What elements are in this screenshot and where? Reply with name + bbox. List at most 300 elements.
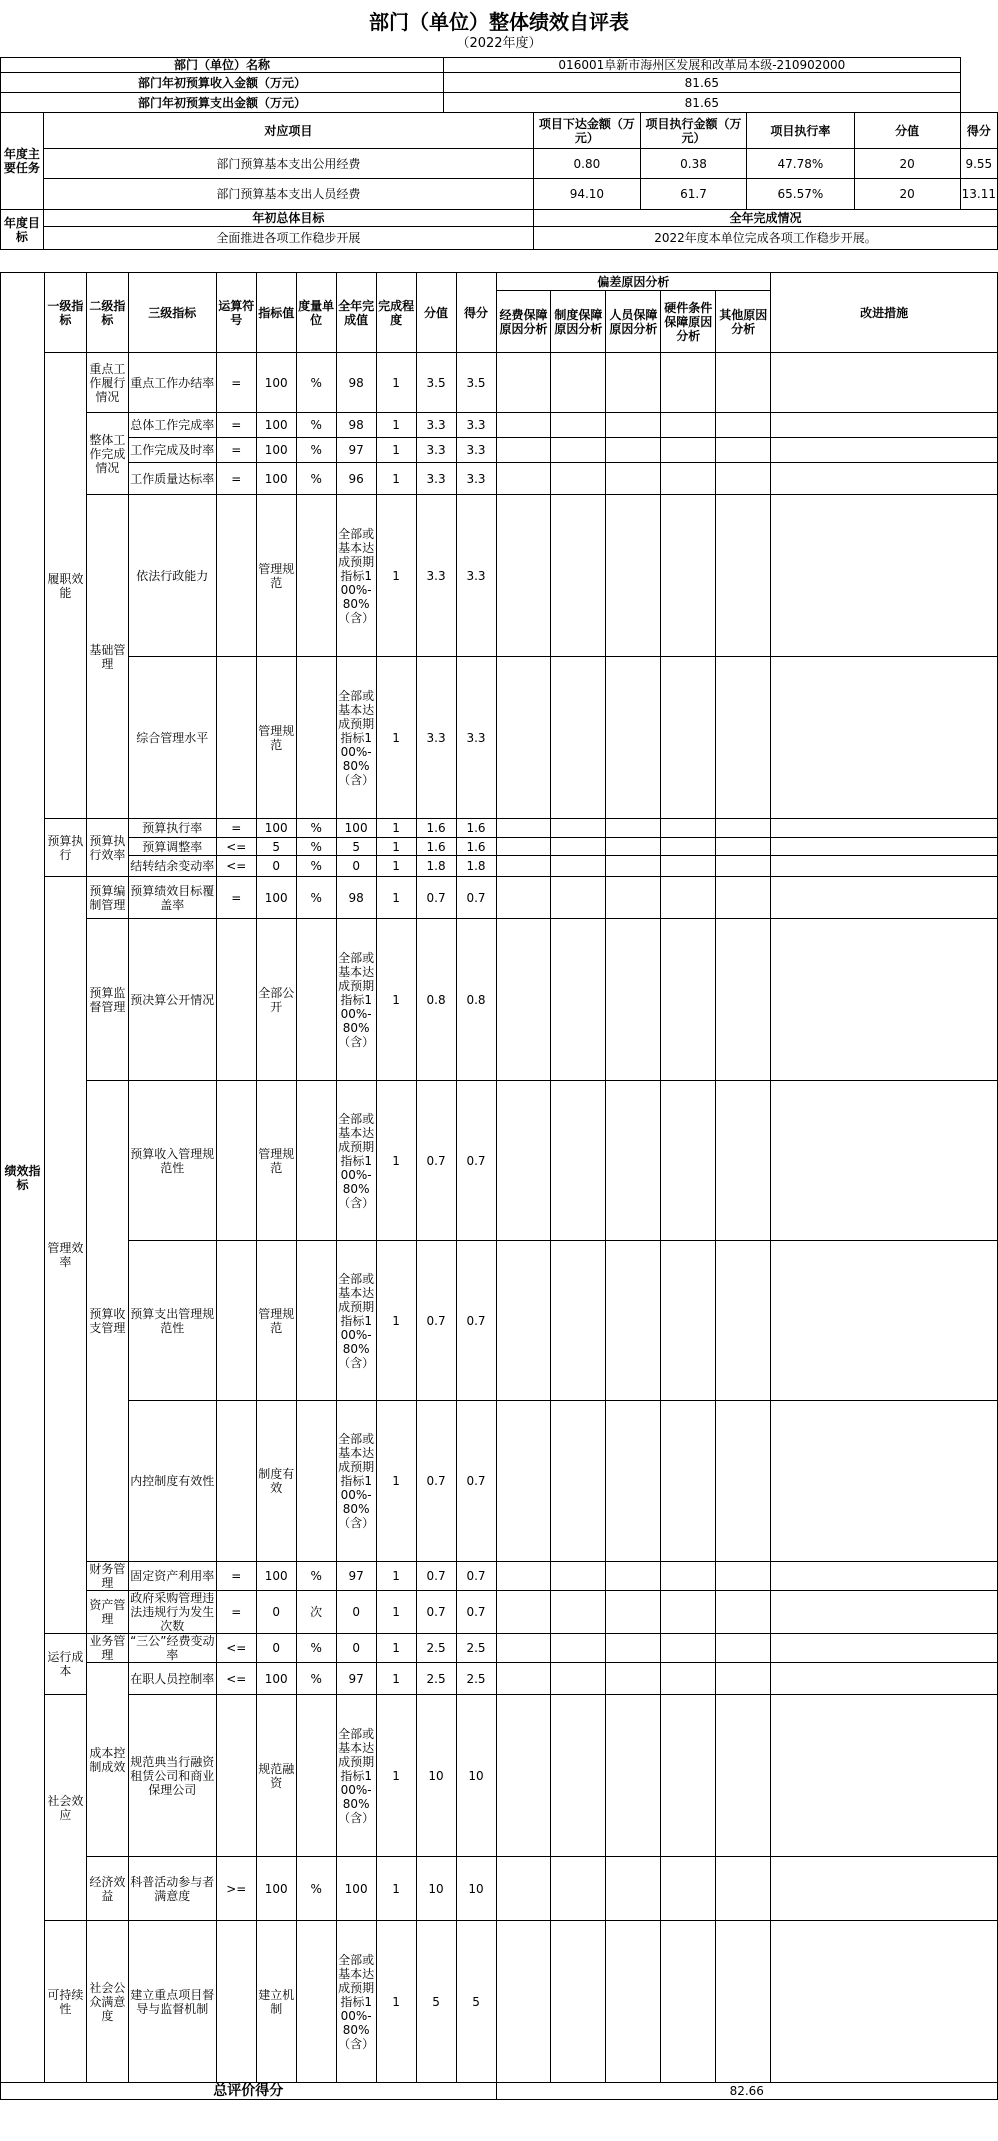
indicator-score: 1.6	[456, 819, 496, 838]
indicator-degree: 1	[376, 1921, 416, 2083]
expense-value: 81.65	[444, 93, 961, 113]
indicator-deviation-4	[661, 413, 716, 438]
expense-row	[1, 93, 998, 113]
indicator-deviation-2	[551, 438, 606, 463]
indicator-unit: 次	[296, 1591, 336, 1634]
indicator-l2: 基础管理	[86, 495, 128, 819]
indicator-degree: 1	[376, 856, 416, 877]
indicator-l2: 预算监督管理	[86, 919, 128, 1081]
indicator-unit	[296, 1921, 336, 2083]
indicator-degree: 1	[376, 919, 416, 1081]
indicator-value: 0.7	[416, 1562, 456, 1591]
indicator-operator: <=	[216, 1663, 256, 1695]
indicator-target: 制度有效	[256, 1401, 296, 1562]
indicator-l3: 重点工作办结率	[128, 353, 216, 413]
indicator-measures	[771, 1857, 998, 1921]
indicator-deviation-4	[661, 1401, 716, 1562]
indicator-row	[1, 919, 998, 1081]
task-row	[1, 149, 998, 179]
indicator-deviation-1	[496, 1591, 551, 1634]
indicator-deviation-1	[496, 353, 551, 413]
indicator-deviation-1	[496, 856, 551, 877]
indicator-actual: 0	[336, 856, 376, 877]
indicator-deviation-3	[606, 1663, 661, 1695]
tasks-section-label: 年度主要任务	[1, 113, 44, 210]
indicator-deviation-3	[606, 438, 661, 463]
indicator-operator	[216, 1921, 256, 2083]
indicator-deviation-1	[496, 1081, 551, 1241]
indicator-deviation-1	[496, 838, 551, 856]
indicator-degree: 1	[376, 1663, 416, 1695]
indicator-target: 100	[256, 1857, 296, 1921]
indicator-measures	[771, 877, 998, 919]
header-measures: 改进措施	[771, 273, 998, 353]
tasks-header-rate: 项目执行率	[747, 113, 854, 149]
indicator-row	[1, 353, 998, 413]
indicator-degree: 1	[376, 657, 416, 819]
indicator-deviation-1	[496, 1663, 551, 1695]
task-value: 20	[854, 179, 960, 210]
indicator-score: 1.8	[456, 856, 496, 877]
indicator-degree: 1	[376, 413, 416, 438]
indicator-measures	[771, 1591, 998, 1634]
indicator-score: 1.6	[456, 838, 496, 856]
indicator-deviation-5	[716, 438, 771, 463]
indicator-deviation-1	[496, 657, 551, 819]
task-rate: 47.78%	[747, 149, 854, 179]
indicator-value: 3.3	[416, 495, 456, 657]
indicator-deviation-4	[661, 819, 716, 838]
indicator-value: 3.3	[416, 413, 456, 438]
page-subtitle: （2022年度）	[456, 36, 542, 51]
indicator-deviation-4	[661, 1591, 716, 1634]
header-value: 分值	[416, 273, 456, 353]
indicator-score: 3.5	[456, 353, 496, 413]
indicator-measures	[771, 413, 998, 438]
indicator-row	[1, 1857, 998, 1921]
indicator-score: 0.7	[456, 1401, 496, 1562]
indicator-deviation-1	[496, 495, 551, 657]
indicator-degree: 1	[376, 819, 416, 838]
indicator-unit	[296, 1241, 336, 1401]
goals-initial: 全面推进各项工作稳步开展	[43, 227, 533, 250]
indicator-deviation-4	[661, 1562, 716, 1591]
indicator-deviation-5	[716, 353, 771, 413]
indicator-deviation-5	[716, 1401, 771, 1562]
indicator-degree: 1	[376, 1634, 416, 1663]
indicator-l3: 在职人员控制率	[128, 1663, 216, 1695]
indicator-score: 0.7	[456, 877, 496, 919]
indicator-deviation-5	[716, 919, 771, 1081]
indicator-deviation-3	[606, 413, 661, 438]
indicator-operator: >=	[216, 1857, 256, 1921]
indicator-score: 2.5	[456, 1634, 496, 1663]
indicator-l2: 成本控制成效	[86, 1663, 128, 1857]
indicator-row	[1, 838, 998, 856]
header-l3: 三级指标	[128, 273, 216, 353]
indicator-deviation-3	[606, 1921, 661, 2083]
task-issued: 0.80	[533, 149, 640, 179]
indicator-unit: %	[296, 463, 336, 495]
indicator-l3: 依法行政能力	[128, 495, 216, 657]
indicator-deviation-5	[716, 856, 771, 877]
indicator-measures	[771, 1562, 998, 1591]
indicator-deviation-5	[716, 1241, 771, 1401]
expense-label: 部门年初预算支出金额（万元）	[1, 93, 444, 113]
indicator-l2: 资产管理	[86, 1591, 128, 1634]
indicator-l2: 重点工作履行情况	[86, 353, 128, 413]
indicator-operator: <=	[216, 1634, 256, 1663]
indicator-table	[0, 272, 998, 2100]
indicator-measures	[771, 838, 998, 856]
indicator-deviation-5	[716, 1081, 771, 1241]
task-score: 9.55	[960, 149, 997, 179]
unit-name-row	[1, 58, 998, 73]
indicator-deviation-5	[716, 1591, 771, 1634]
indicator-deviation-2	[551, 1562, 606, 1591]
indicator-deviation-3	[606, 1401, 661, 1562]
indicator-row	[1, 877, 998, 919]
indicator-operator	[216, 1241, 256, 1401]
indicator-score: 2.5	[456, 1663, 496, 1695]
indicator-operator	[216, 495, 256, 657]
indicator-l3: 预算支出管理规范性	[128, 1241, 216, 1401]
header-deviation-1: 经费保障原因分析	[496, 291, 551, 353]
indicator-row	[1, 1921, 998, 2083]
indicator-operator: =	[216, 819, 256, 838]
indicator-l3: 预决算公开情况	[128, 919, 216, 1081]
indicator-row	[1, 657, 998, 819]
indicator-deviation-4	[661, 1081, 716, 1241]
indicator-row	[1, 1663, 998, 1695]
indicator-deviation-2	[551, 877, 606, 919]
indicator-deviation-4	[661, 1663, 716, 1695]
indicator-l1: 社会效应	[44, 1695, 86, 1921]
indicator-target: 建立机制	[256, 1921, 296, 2083]
indicator-measures	[771, 353, 998, 413]
goals-section-label: 年度目标	[1, 210, 44, 250]
task-issued: 94.10	[533, 179, 640, 210]
indicator-deviation-2	[551, 495, 606, 657]
task-item: 部门预算基本支出人员经费	[43, 179, 533, 210]
indicator-deviation-2	[551, 838, 606, 856]
indicator-actual: 96	[336, 463, 376, 495]
total-label: 总评价得分	[1, 2083, 497, 2100]
indicator-value: 2.5	[416, 1634, 456, 1663]
indicator-actual: 0	[336, 1634, 376, 1663]
indicator-target: 5	[256, 838, 296, 856]
indicator-measures	[771, 1081, 998, 1241]
indicator-target: 100	[256, 819, 296, 838]
indicator-deviation-4	[661, 1921, 716, 2083]
income-value: 81.65	[444, 73, 961, 93]
indicator-deviation-1	[496, 1241, 551, 1401]
indicator-measures	[771, 819, 998, 838]
indicator-target: 0	[256, 1634, 296, 1663]
tasks-header-executed: 项目执行金额（万元）	[640, 113, 746, 149]
indicator-unit: %	[296, 819, 336, 838]
indicator-actual: 5	[336, 838, 376, 856]
indicator-degree: 1	[376, 838, 416, 856]
indicator-actual: 全部或基本达成预期指标100%-80%（含）	[336, 1921, 376, 2083]
indicator-unit: %	[296, 856, 336, 877]
indicator-score: 3.3	[456, 438, 496, 463]
indicator-degree: 1	[376, 877, 416, 919]
indicator-value: 5	[416, 1921, 456, 2083]
task-executed: 0.38	[640, 149, 746, 179]
indicator-deviation-4	[661, 1695, 716, 1857]
indicator-degree: 1	[376, 1591, 416, 1634]
indicator-operator: =	[216, 438, 256, 463]
indicator-deviation-3	[606, 1562, 661, 1591]
indicator-deviation-3	[606, 819, 661, 838]
indicators-section-label: 绩效指标	[1, 273, 45, 2083]
indicator-measures	[771, 1634, 998, 1663]
indicator-deviation-2	[551, 1857, 606, 1921]
indicator-actual: 97	[336, 438, 376, 463]
indicator-actual: 97	[336, 1562, 376, 1591]
indicator-value: 1.8	[416, 856, 456, 877]
indicator-l3: 工作完成及时率	[128, 438, 216, 463]
indicator-l3: 预算调整率	[128, 838, 216, 856]
tasks-header-issued: 项目下达金额（万元）	[533, 113, 640, 149]
header-unit: 度量单位	[296, 273, 336, 353]
header-deviation-3: 人员保障原因分析	[606, 291, 661, 353]
indicator-score: 5	[456, 1921, 496, 2083]
indicator-measures	[771, 438, 998, 463]
indicator-degree: 1	[376, 353, 416, 413]
indicator-deviation-5	[716, 657, 771, 819]
indicator-deviation-4	[661, 877, 716, 919]
indicator-target: 全部公开	[256, 919, 296, 1081]
indicator-target: 100	[256, 353, 296, 413]
indicator-actual: 全部或基本达成预期指标100%-80%（含）	[336, 495, 376, 657]
header-deviation-2: 制度保障原因分析	[551, 291, 606, 353]
header-deviation-5: 其他原因分析	[716, 291, 771, 353]
indicator-deviation-2	[551, 1663, 606, 1695]
indicator-actual: 全部或基本达成预期指标100%-80%（含）	[336, 657, 376, 819]
indicator-deviation-5	[716, 495, 771, 657]
indicator-l3: 工作质量达标率	[128, 463, 216, 495]
indicator-deviation-5	[716, 877, 771, 919]
indicator-row	[1, 819, 998, 838]
indicator-deviation-5	[716, 819, 771, 838]
indicator-deviation-2	[551, 1241, 606, 1401]
indicator-target: 100	[256, 1663, 296, 1695]
indicator-target: 管理规范	[256, 495, 296, 657]
indicator-actual: 100	[336, 819, 376, 838]
indicator-value: 0.7	[416, 1401, 456, 1562]
header-target: 指标值	[256, 273, 296, 353]
indicator-deviation-1	[496, 1857, 551, 1921]
indicator-degree: 1	[376, 495, 416, 657]
indicator-value: 0.7	[416, 1081, 456, 1241]
tasks-header-value: 分值	[854, 113, 960, 149]
indicator-unit: %	[296, 1562, 336, 1591]
indicator-deviation-4	[661, 1634, 716, 1663]
indicator-value: 0.7	[416, 877, 456, 919]
indicator-row	[1, 1401, 998, 1562]
indicator-l1: 可持续性	[44, 1921, 86, 2083]
indicator-value: 3.3	[416, 438, 456, 463]
indicator-deviation-3	[606, 1591, 661, 1634]
indicator-deviation-3	[606, 1241, 661, 1401]
indicator-target: 0	[256, 1591, 296, 1634]
indicator-deviation-4	[661, 919, 716, 1081]
indicator-deviation-1	[496, 1562, 551, 1591]
task-rate: 65.57%	[747, 179, 854, 210]
indicator-operator	[216, 1081, 256, 1241]
indicator-unit	[296, 1081, 336, 1241]
indicator-value: 10	[416, 1857, 456, 1921]
indicator-operator: =	[216, 353, 256, 413]
tasks-header-row	[1, 113, 998, 149]
indicator-operator: =	[216, 413, 256, 438]
indicator-deviation-2	[551, 463, 606, 495]
indicator-measures	[771, 1663, 998, 1695]
indicator-deviation-2	[551, 919, 606, 1081]
goals-header-row	[1, 210, 998, 227]
indicator-deviation-2	[551, 1401, 606, 1562]
indicator-value: 0.7	[416, 1241, 456, 1401]
indicator-deviation-2	[551, 1921, 606, 2083]
indicator-measures	[771, 1241, 998, 1401]
indicator-deviation-3	[606, 353, 661, 413]
indicator-deviation-3	[606, 838, 661, 856]
indicator-deviation-3	[606, 1081, 661, 1241]
indicator-operator: <=	[216, 856, 256, 877]
indicator-l1: 管理效率	[44, 877, 86, 1634]
indicator-row	[1, 1591, 998, 1634]
indicator-degree: 1	[376, 1562, 416, 1591]
indicator-degree: 1	[376, 1241, 416, 1401]
indicator-deviation-4	[661, 463, 716, 495]
indicator-actual: 98	[336, 413, 376, 438]
indicator-target: 100	[256, 1562, 296, 1591]
indicator-score: 0.7	[456, 1562, 496, 1591]
indicator-operator: =	[216, 463, 256, 495]
indicator-actual: 100	[336, 1857, 376, 1921]
indicator-deviation-4	[661, 856, 716, 877]
indicator-target: 0	[256, 856, 296, 877]
indicator-deviation-5	[716, 1663, 771, 1695]
indicator-degree: 1	[376, 1857, 416, 1921]
income-label: 部门年初预算收入金额（万元）	[1, 73, 444, 93]
indicator-l3: 预算绩效目标覆盖率	[128, 877, 216, 919]
indicator-l2: 预算执行效率	[86, 819, 128, 877]
indicator-value: 1.6	[416, 819, 456, 838]
indicator-unit: %	[296, 838, 336, 856]
indicator-deviation-5	[716, 1562, 771, 1591]
indicator-deviation-4	[661, 438, 716, 463]
indicator-actual: 全部或基本达成预期指标100%-80%（含）	[336, 1081, 376, 1241]
indicator-l1: 预算执行	[44, 819, 86, 877]
header-score: 得分	[456, 273, 496, 353]
indicator-l3: 规范典当行融资租赁公司和商业保理公司	[128, 1695, 216, 1857]
indicator-deviation-2	[551, 657, 606, 819]
indicator-actual: 98	[336, 877, 376, 919]
tasks-header-item: 对应项目	[43, 113, 533, 149]
indicator-deviation-2	[551, 1591, 606, 1634]
indicator-actual: 0	[336, 1591, 376, 1634]
indicator-measures	[771, 1401, 998, 1562]
indicator-deviation-3	[606, 657, 661, 819]
indicator-l1: 履职效能	[44, 353, 86, 819]
indicator-l2: 社会公众满意度	[86, 1921, 128, 2083]
indicator-value: 0.8	[416, 919, 456, 1081]
indicator-measures	[771, 1921, 998, 2083]
indicator-unit	[296, 1401, 336, 1562]
indicator-row	[1, 1081, 998, 1241]
indicator-operator	[216, 657, 256, 819]
indicator-target: 100	[256, 463, 296, 495]
indicator-deviation-5	[716, 1634, 771, 1663]
indicator-deviation-2	[551, 856, 606, 877]
indicator-deviation-1	[496, 1634, 551, 1663]
indicator-l3: 结转结余变动率	[128, 856, 216, 877]
indicator-l3: 总体工作完成率	[128, 413, 216, 438]
indicator-measures	[771, 657, 998, 819]
indicator-score: 10	[456, 1857, 496, 1921]
indicator-actual: 97	[336, 1663, 376, 1695]
indicator-row	[1, 463, 998, 495]
indicator-l3: 综合管理水平	[128, 657, 216, 819]
goals-header-initial: 年初总体目标	[43, 210, 533, 227]
total-value: 82.66	[496, 2083, 997, 2100]
indicator-target: 管理规范	[256, 1081, 296, 1241]
indicator-row	[1, 1241, 998, 1401]
indicator-deviation-2	[551, 413, 606, 438]
header-l1: 一级指标	[44, 273, 86, 353]
goals-row	[1, 227, 998, 250]
indicator-row	[1, 1562, 998, 1591]
indicator-deviation-2	[551, 1695, 606, 1857]
indicator-unit: %	[296, 1663, 336, 1695]
indicator-l2: 经济效益	[86, 1857, 128, 1921]
indicator-deviation-5	[716, 1857, 771, 1921]
indicator-actual: 全部或基本达成预期指标100%-80%（含）	[336, 1401, 376, 1562]
indicator-deviation-1	[496, 438, 551, 463]
tasks-header-score: 得分	[960, 113, 997, 149]
task-item: 部门预算基本支出公用经费	[43, 149, 533, 179]
goals-header-completion: 全年完成情况	[533, 210, 997, 227]
indicator-unit	[296, 919, 336, 1081]
indicator-deviation-4	[661, 495, 716, 657]
indicator-deviation-1	[496, 413, 551, 438]
indicator-l3: 内控制度有效性	[128, 1401, 216, 1562]
indicator-measures	[771, 495, 998, 657]
indicator-score: 3.3	[456, 495, 496, 657]
indicator-score: 0.8	[456, 919, 496, 1081]
page-title: 部门（单位）整体绩效自评表	[369, 10, 629, 34]
total-row	[1, 2083, 998, 2100]
indicator-deviation-3	[606, 495, 661, 657]
goals-completion: 2022年度本单位完成各项工作稳步开展。	[533, 227, 997, 250]
indicator-operator: =	[216, 877, 256, 919]
task-row	[1, 179, 998, 210]
indicator-deviation-5	[716, 838, 771, 856]
task-executed: 61.7	[640, 179, 746, 210]
indicator-deviation-5	[716, 463, 771, 495]
indicator-operator: =	[216, 1591, 256, 1634]
indicator-row	[1, 1634, 998, 1663]
indicator-deviation-4	[661, 1241, 716, 1401]
indicator-actual: 全部或基本达成预期指标100%-80%（含）	[336, 919, 376, 1081]
indicator-measures	[771, 1695, 998, 1857]
indicator-deviation-1	[496, 463, 551, 495]
indicator-measures	[771, 463, 998, 495]
indicator-value: 3.5	[416, 353, 456, 413]
